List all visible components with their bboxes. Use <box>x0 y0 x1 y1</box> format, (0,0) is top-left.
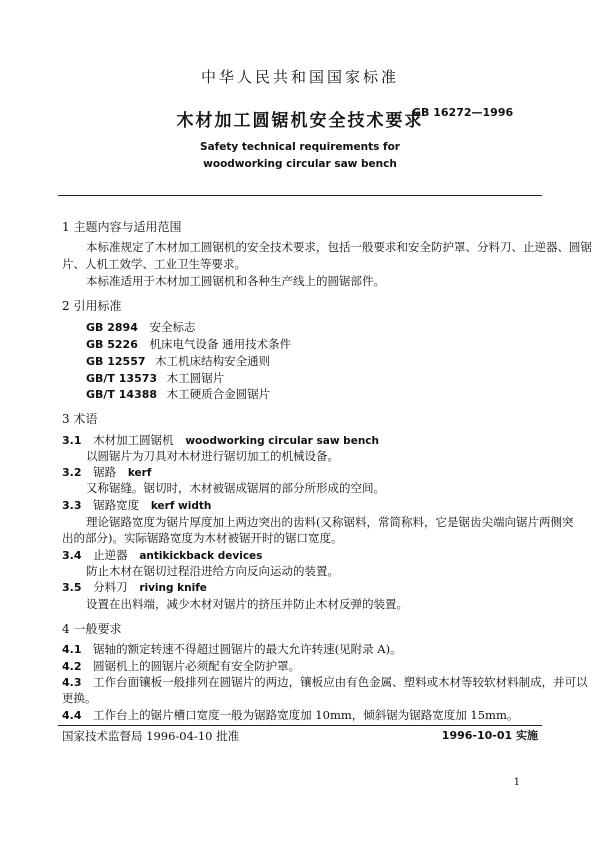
header-rule <box>58 195 542 196</box>
term-chinese: 锯路 <box>93 465 117 479</box>
reference-code: GB 2894 <box>86 321 138 334</box>
clause-number: 4.2 <box>62 660 82 673</box>
term-chinese: 锯路宽度 <box>93 498 140 512</box>
doc-title: 木材加工圆锯机安全技术要求 <box>176 111 424 131</box>
reference-title: 木工机床结构安全通则 <box>155 354 271 368</box>
term-3-3 <box>62 497 211 514</box>
reference-item <box>86 319 196 336</box>
term-english: woodworking circular saw bench <box>185 435 379 447</box>
term-number: 3.1 <box>62 434 82 447</box>
clause-4-1 <box>62 641 402 658</box>
clause-number: 4.4 <box>62 709 82 722</box>
term-number: 3.4 <box>62 549 82 562</box>
term-definition: 设置在出料端，减少木材对锯片的挤压并防止木材反弹的装置。 <box>86 597 408 611</box>
term-3-2 <box>62 464 151 481</box>
reference-code: GB/T 13573 <box>86 372 158 385</box>
term-english: riving knife <box>139 582 207 594</box>
effective-date: 1996-10-01 实施 <box>441 729 538 742</box>
footer-rule <box>58 725 542 726</box>
term-number: 3.2 <box>62 466 82 479</box>
english-title-line2: woodworking circular saw bench <box>203 158 397 170</box>
reference-title: 木工圆锯片 <box>166 371 225 385</box>
section1-heading: 1 主题内容与适用范围 <box>62 220 182 234</box>
section2-heading: 2 引用标准 <box>62 299 122 313</box>
term-3-5 <box>62 579 207 596</box>
std-number: GB 16272—1996 <box>412 106 514 119</box>
english-title-line1: Safety technical requirements for <box>200 141 400 153</box>
reference-item <box>86 353 270 370</box>
term-chinese: 木材加工圆锯机 <box>93 433 174 447</box>
section1-paragraph2: 本标准适用于木材加工圆锯机和各种生产线上的圆锯部件。 <box>86 274 385 288</box>
clause-number: 4.1 <box>62 643 82 656</box>
term-number: 3.5 <box>62 581 82 594</box>
org-title: 中华人民共和国国家标准 <box>200 68 399 86</box>
term-definition: 以圆锯片为刀具对木材进行锯切加工的机械设备。 <box>86 449 339 463</box>
approval-line: 国家技术监督局 1996-04-10 批准 <box>62 729 240 743</box>
section1-paragraph1-line2: 片、人机工效学、工业卫生等要求。 <box>62 257 246 271</box>
reference-code: GB 5226 <box>86 338 138 351</box>
term-definition-line2: 出的部分)。实际锯路宽度为木材被锯开时的锯口宽度。 <box>62 531 343 545</box>
reference-title: 机床电气设备 通用技术条件 <box>149 337 292 351</box>
clause-number: 4.3 <box>62 676 82 689</box>
clause-text: 锯轴的额定转速不得超过圆锯片的最大允许转速(见附录 A)。 <box>93 642 402 656</box>
clause-text: 圆锯机上的圆锯片必须配有安全防护罩。 <box>93 659 301 673</box>
clause-4-3-continued: 更换。 <box>62 691 97 705</box>
clause-text: 工作台上的锯片槽口宽度一般为锯路宽度加 10mm，倾斜锯为锯路宽度加 15mm。 <box>93 708 519 722</box>
term-3-4 <box>62 547 262 564</box>
reference-item <box>86 370 224 387</box>
term-definition: 防止木材在锯切过程沿进给方向反向运动的装置。 <box>86 564 339 578</box>
reference-code: GB 12557 <box>86 355 146 368</box>
term-chinese: 止逆器 <box>93 548 128 562</box>
clause-4-2 <box>62 658 300 675</box>
term-english: antikickback devices <box>139 550 263 562</box>
reference-item <box>86 386 270 403</box>
reference-item <box>86 336 291 353</box>
reference-title: 木工硬质合金圆锯片 <box>166 387 271 401</box>
term-chinese: 分料刀 <box>93 580 128 594</box>
page-number: 1 <box>513 777 520 788</box>
term-3-1 <box>62 432 379 449</box>
clause-4-3 <box>62 674 588 691</box>
term-definition: 又称锯缝。锯切时，木材被锯成锯屑的部分所形成的空间。 <box>86 481 385 495</box>
term-number: 3.3 <box>62 499 82 512</box>
reference-title: 安全标志 <box>149 320 196 334</box>
clause-4-4 <box>62 707 518 724</box>
section4-heading: 4 一般要求 <box>62 622 122 636</box>
section3-heading: 3 术语 <box>62 412 98 426</box>
clause-text: 工作台面镶板一般排列在圆锯片的两边，镶板应由有色金属、塑料或木材等较软材料制成，并可以 <box>93 675 588 689</box>
reference-code: GB/T 14388 <box>86 388 158 401</box>
section1-paragraph1-line1: 本标准规定了木材加工圆锯机的安全技术要求，包括一般要求和安全防护罩、分料刀、止逆器、圆锯 <box>86 240 592 254</box>
term-english: kerf <box>127 467 152 479</box>
term-english: kerf width <box>150 500 212 512</box>
term-definition-line1: 理论锯路宽度为锯片厚度加上两边突出的齿料(又称锯料，常简称料，它是锯齿尖端向锯片两侧突 <box>86 515 574 529</box>
